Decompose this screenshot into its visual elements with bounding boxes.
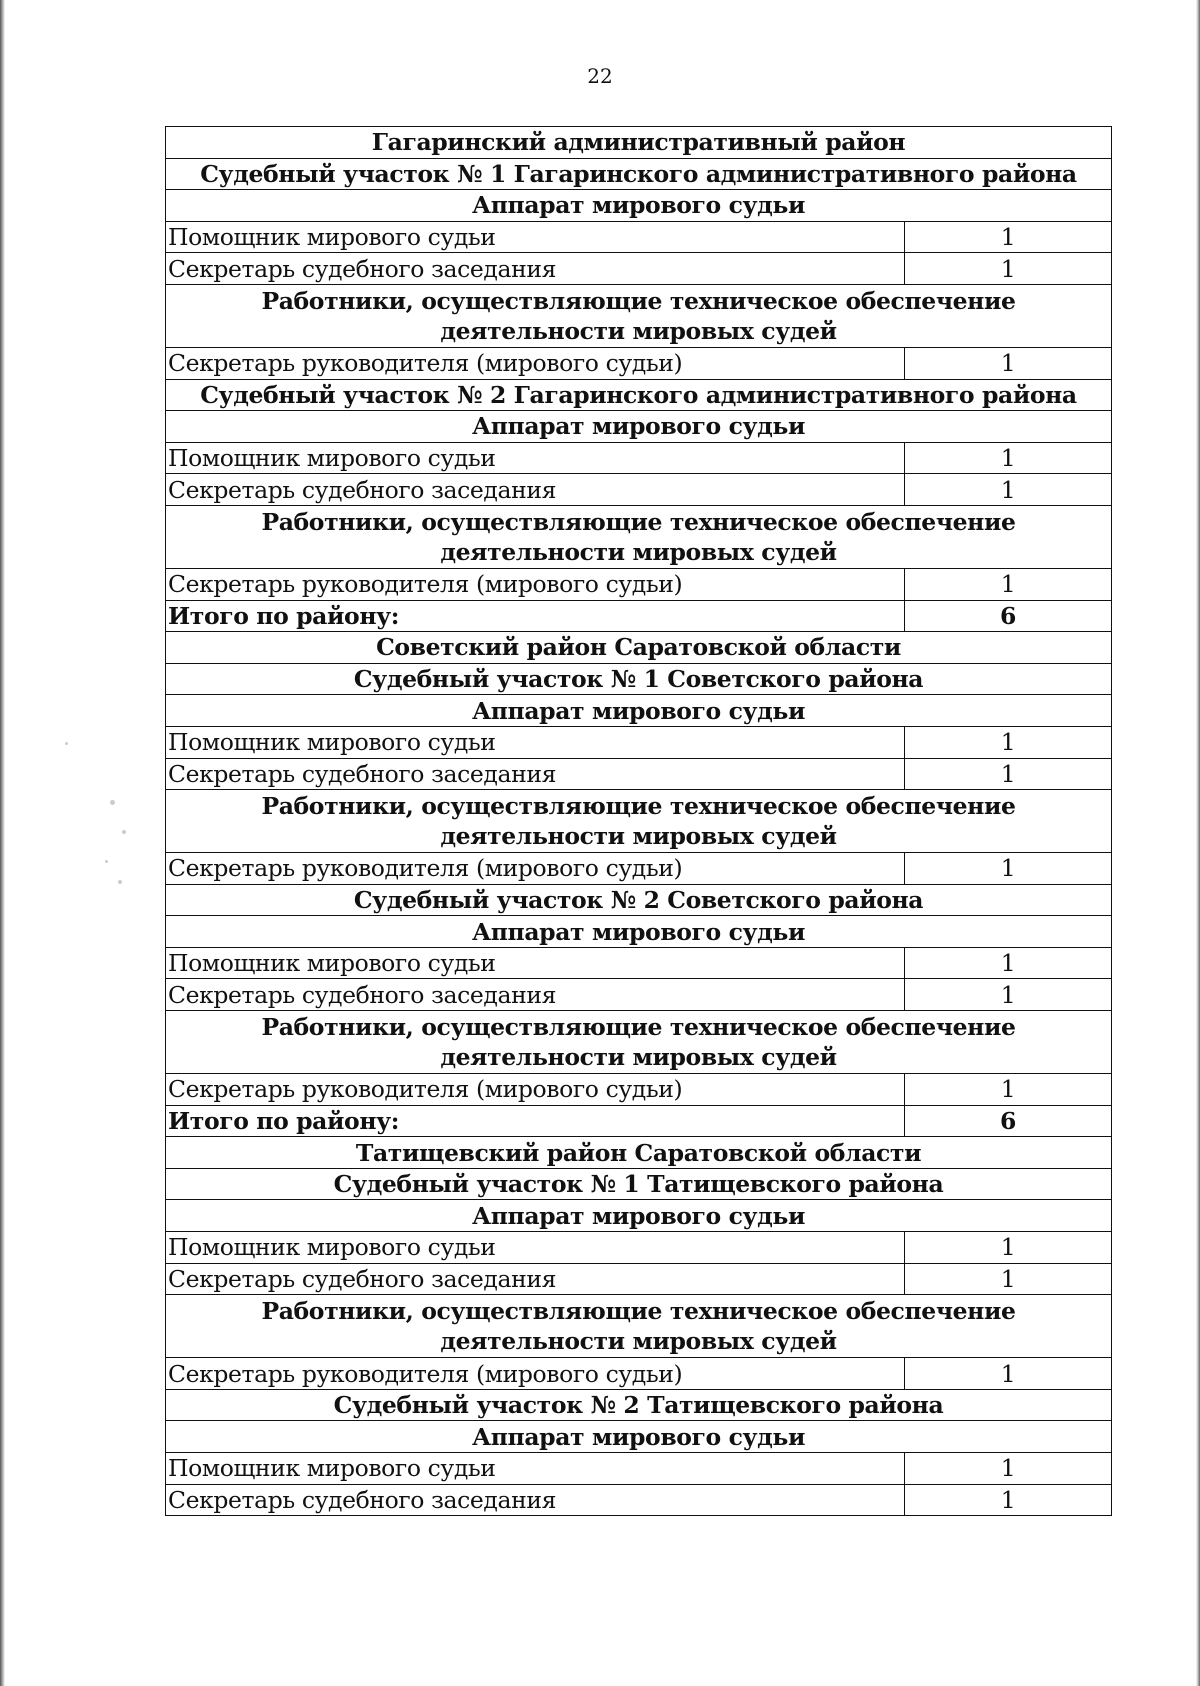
position-row <box>166 442 1112 474</box>
page-number: 22 <box>587 64 613 88</box>
position-row <box>166 221 1112 253</box>
position-row <box>166 1453 1112 1485</box>
position-label: Секретарь судебного заседания <box>166 474 905 506</box>
position-label: Секретарь руководителя (мирового судьи) <box>166 853 905 885</box>
position-row <box>166 1074 1112 1106</box>
position-count: 1 <box>905 347 1112 379</box>
position-label: Секретарь судебного заседания <box>166 1263 905 1295</box>
section-heading-row <box>166 884 1112 916</box>
scan-speck <box>110 800 115 805</box>
total-row <box>166 1105 1112 1137</box>
section-heading-row <box>166 1389 1112 1421</box>
section-heading: Аппарат мирового судьи <box>166 1421 1112 1453</box>
position-row <box>166 1232 1112 1264</box>
section-heading: Татищевский район Саратовской области <box>166 1137 1112 1169</box>
section-heading-row <box>166 790 1112 853</box>
position-label: Секретарь судебного заседания <box>166 758 905 790</box>
scan-edge-left <box>0 0 5 1686</box>
scan-speck <box>118 880 122 884</box>
scan-edge-right <box>1196 0 1200 1686</box>
position-row <box>166 1263 1112 1295</box>
section-heading-row <box>166 379 1112 411</box>
section-heading-row <box>166 695 1112 727</box>
position-row <box>166 253 1112 285</box>
position-label: Помощник мирового судьи <box>166 221 905 253</box>
position-count: 1 <box>905 474 1112 506</box>
position-count: 1 <box>905 726 1112 758</box>
position-label: Секретарь судебного заседания <box>166 253 905 285</box>
scan-speck <box>105 860 108 863</box>
position-row <box>166 1484 1112 1516</box>
position-count: 1 <box>905 1232 1112 1264</box>
position-row <box>166 474 1112 506</box>
section-heading-row <box>166 1137 1112 1169</box>
section-heading-row <box>166 1421 1112 1453</box>
position-row <box>166 853 1112 885</box>
position-count: 1 <box>905 1453 1112 1485</box>
section-heading: Аппарат мирового судьи <box>166 695 1112 727</box>
section-heading: Аппарат мирового судьи <box>166 411 1112 443</box>
total-count: 6 <box>905 600 1112 632</box>
position-row <box>166 347 1112 379</box>
section-heading: Работники, осуществляющие техническое обеспечение деятельности мировых судей <box>166 1295 1112 1358</box>
position-count: 1 <box>905 1358 1112 1390</box>
section-heading-row <box>166 284 1112 347</box>
position-label: Помощник мирового судьи <box>166 1453 905 1485</box>
position-label: Помощник мирового судьи <box>166 726 905 758</box>
section-heading: Гагаринский административный район <box>166 127 1112 159</box>
position-count: 1 <box>905 253 1112 285</box>
position-count: 1 <box>905 1263 1112 1295</box>
section-heading: Работники, осуществляющие техническое обеспечение деятельности мировых судей <box>166 284 1112 347</box>
position-row <box>166 568 1112 600</box>
section-heading-row <box>166 1011 1112 1074</box>
section-heading-row <box>166 916 1112 948</box>
position-count: 1 <box>905 947 1112 979</box>
position-count: 1 <box>905 568 1112 600</box>
total-label: Итого по району: <box>166 600 905 632</box>
section-heading-row <box>166 127 1112 159</box>
staffing-table <box>165 126 1112 1516</box>
section-heading-row <box>166 1168 1112 1200</box>
section-heading: Работники, осуществляющие техническое обеспечение деятельности мировых судей <box>166 790 1112 853</box>
section-heading-row <box>166 1200 1112 1232</box>
section-heading-row <box>166 158 1112 190</box>
position-label: Секретарь судебного заседания <box>166 979 905 1011</box>
section-heading: Аппарат мирового судьи <box>166 1200 1112 1232</box>
position-label: Помощник мирового судьи <box>166 1232 905 1264</box>
staffing-table-body <box>166 127 1112 1516</box>
position-count: 1 <box>905 979 1112 1011</box>
position-label: Помощник мирового судьи <box>166 947 905 979</box>
section-heading: Советский район Саратовской области <box>166 632 1112 664</box>
section-heading: Судебный участок № 2 Советского района <box>166 884 1112 916</box>
section-heading-row <box>166 1295 1112 1358</box>
position-row <box>166 758 1112 790</box>
section-heading: Судебный участок № 1 Советского района <box>166 663 1112 695</box>
section-heading-row <box>166 411 1112 443</box>
section-heading-row <box>166 632 1112 664</box>
position-count: 1 <box>905 853 1112 885</box>
section-heading: Аппарат мирового судьи <box>166 916 1112 948</box>
position-count: 1 <box>905 221 1112 253</box>
position-count: 1 <box>905 1484 1112 1516</box>
position-label: Секретарь руководителя (мирового судьи) <box>166 568 905 600</box>
section-heading-row <box>166 505 1112 568</box>
total-label: Итого по району: <box>166 1105 905 1137</box>
scan-speck <box>122 830 126 834</box>
position-count: 1 <box>905 1074 1112 1106</box>
total-row <box>166 600 1112 632</box>
total-count: 6 <box>905 1105 1112 1137</box>
position-row <box>166 979 1112 1011</box>
section-heading: Аппарат мирового судьи <box>166 190 1112 222</box>
section-heading: Работники, осуществляющие техническое обеспечение деятельности мировых судей <box>166 505 1112 568</box>
section-heading: Судебный участок № 1 Гагаринского административного района <box>166 158 1112 190</box>
position-label: Секретарь руководителя (мирового судьи) <box>166 1358 905 1390</box>
position-count: 1 <box>905 442 1112 474</box>
position-label: Секретарь судебного заседания <box>166 1484 905 1516</box>
section-heading: Судебный участок № 2 Татищевского района <box>166 1389 1112 1421</box>
position-row <box>166 1358 1112 1390</box>
position-label: Помощник мирового судьи <box>166 442 905 474</box>
position-label: Секретарь руководителя (мирового судьи) <box>166 347 905 379</box>
position-row <box>166 947 1112 979</box>
section-heading: Судебный участок № 2 Гагаринского административного района <box>166 379 1112 411</box>
position-label: Секретарь руководителя (мирового судьи) <box>166 1074 905 1106</box>
section-heading: Работники, осуществляющие техническое обеспечение деятельности мировых судей <box>166 1011 1112 1074</box>
section-heading-row <box>166 663 1112 695</box>
scan-speck <box>65 742 68 745</box>
position-row <box>166 726 1112 758</box>
position-count: 1 <box>905 758 1112 790</box>
section-heading-row <box>166 190 1112 222</box>
section-heading: Судебный участок № 1 Татищевского района <box>166 1168 1112 1200</box>
